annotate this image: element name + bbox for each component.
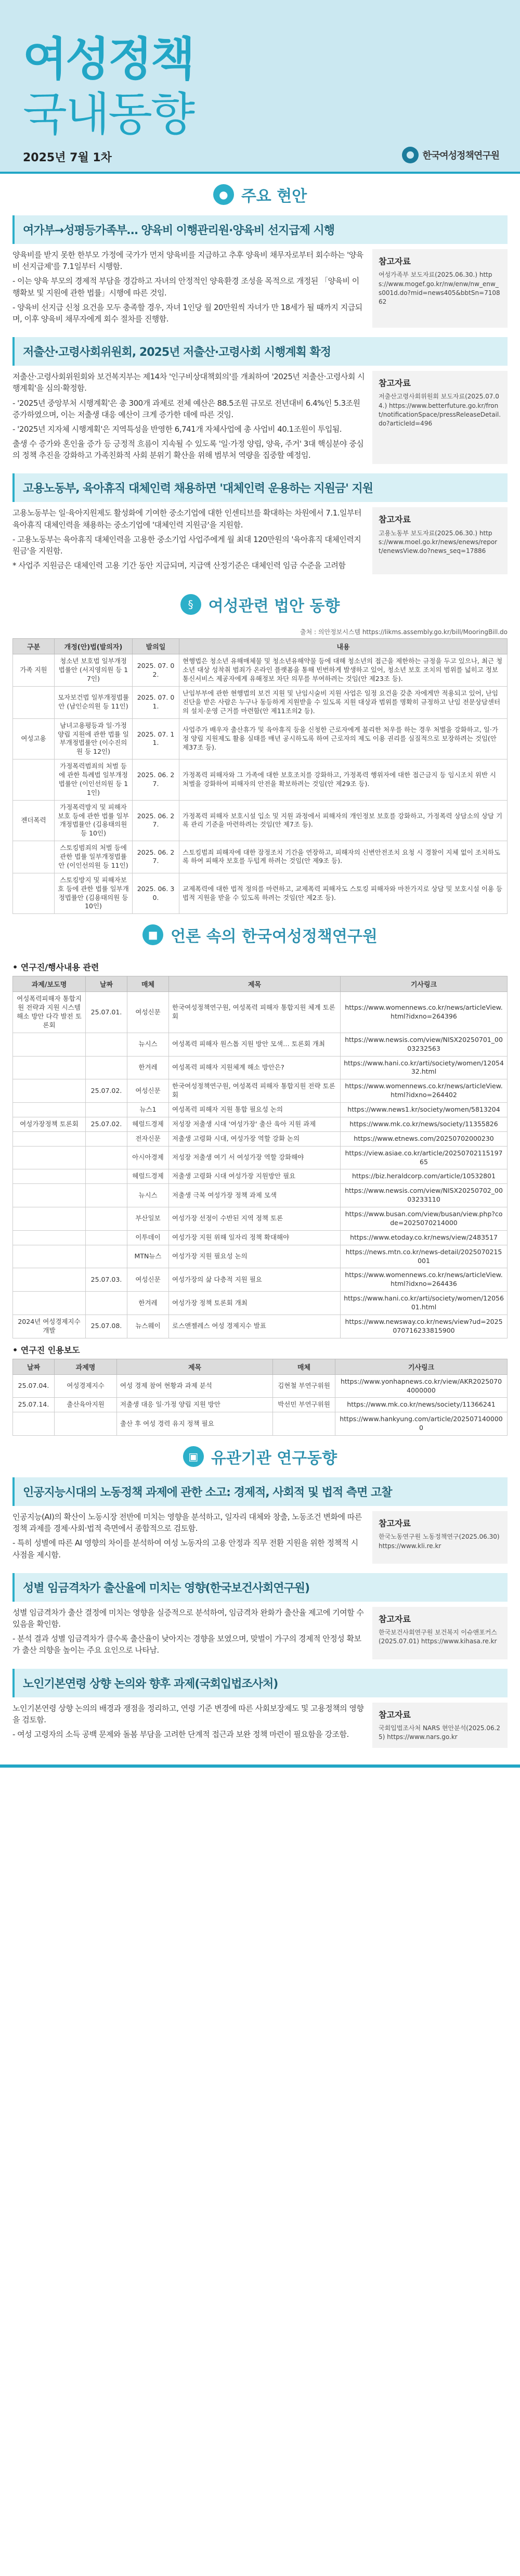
reference-title: 참고자료 (379, 514, 411, 525)
table-cell[interactable]: https://news.mtn.co.kr/news-detail/2025070215001 (341, 1245, 508, 1268)
news-paragraph: - 양육비 선지급 신청 요건을 모두 충족할 경우, 자녀 1인당 월 20만원씩 자녀가 만 18세가 될 때까지 지급되며, 이후 양육비 채무자에게 회수 절차를 진행함. (12, 302, 362, 324)
table-cell: 여성가장 지원 위해 일자리 정책 확대해야 (169, 1230, 341, 1245)
table-row (13, 759, 508, 801)
column-header: 발의일 (133, 639, 179, 654)
table-cell: 한국여성정책연구원, 여성폭력 피해자 통합지원 체계 토론회 (169, 992, 341, 1033)
table-cell: 여성폭력 피해자 지원 통합 필요성 논의 (169, 1103, 341, 1117)
table-cell: 박선민 부연구위원 (273, 1398, 335, 1412)
table-row (13, 1184, 508, 1207)
table-row (13, 800, 508, 841)
table-cell: 뉴시스 (127, 1033, 169, 1056)
section-header-issues (0, 174, 520, 215)
table-row (13, 1169, 508, 1184)
table-cell[interactable]: https://www.hani.co.kr/arti/society/women/1205601.html (341, 1292, 508, 1315)
news-title: 노인기본연령 상향 논의와 향후 과제(국회입법조사처) (12, 1669, 508, 1697)
news-row (12, 1697, 508, 1758)
news-row (12, 1506, 508, 1573)
table-row (13, 1079, 508, 1103)
table-cell (86, 1103, 127, 1117)
table-cell: 가정폭력방지 및 피해자보호 등에 관한 법률 일부개정법률안 (김용태의원 등 10인) (55, 800, 133, 841)
table-cell: 25.07.08. (86, 1315, 127, 1338)
table-cell[interactable]: https://www.mk.co.kr/news/society/11366241 (335, 1398, 508, 1412)
table-cell: 한겨레 (127, 1292, 169, 1315)
table-row (13, 718, 508, 759)
table-cell: 이투데이 (127, 1230, 169, 1245)
table-cell: 가정폭력범죄의 처벌 등에 관한 특례법 일부개정법률안 (이인선의원 등 11인) (55, 759, 133, 801)
table-cell: 2025. 07. 01. (133, 687, 179, 719)
table-row (13, 873, 508, 914)
table-cell (86, 1033, 127, 1056)
news-paragraph: 출생 수 증가와 혼인율 증가 등 긍정적 흐름이 지속될 수 있도록 '일·가정 양립, 양육, 주거' 3대 핵심분야 중심의 정책 추진을 강화하고 가족친화적 사회 분위기 확산을 위해 범부처 역량을 집중할 예정임. (12, 439, 364, 460)
table-cell (13, 1146, 86, 1169)
table-row (13, 1292, 508, 1315)
reference-link[interactable]: 여성가족부 보도자료(2025.06.30.) https://www.mogef.go.kr/nw/enw/nw_enw_s001d.do?mid=news405&bbtSn=710862 (379, 271, 500, 306)
news-body (12, 1607, 365, 1659)
table-cell: 2025. 07. 02. (133, 654, 179, 687)
news-paragraph: 성별 임금격차가 출산 결정에 미치는 영향을 실증적으로 분석하여, 임금격차 완화가 출산율 제고에 기여할 수 있음을 확인함. (12, 1607, 364, 1629)
news-paragraph: 양육비를 받지 못한 한부모 가정에 국가가 먼저 양육비를 지급하고 추후 양육비 채무자로부터 회수하는 '양육비 선지급제'를 7.1일부터 시행함. (12, 250, 363, 272)
news-paragraph: - 이는 양육 부모의 경제적 부담을 경감하고 자녀의 안정적인 양육환경 조성을 목적으로 개정된 「양육비 이행확보 및 지원에 관한 법률」시행에 따른 것임. (12, 276, 359, 298)
table-cell: 여성가장 정책 토론회 개최 (169, 1292, 341, 1315)
table-cell[interactable]: https://www.hankyung.com/article/2025071400000 (335, 1412, 508, 1436)
reference-link[interactable]: 고용노동부 보도자료(2025.06.30.) https://www.moel.go.kr/news/enews/report/enewsView.do?news_seq=17886 (379, 529, 498, 555)
table-cell (86, 1146, 127, 1169)
column-header: 매체 (273, 1359, 335, 1374)
news-row (12, 244, 508, 337)
footer-bar (0, 1764, 520, 1768)
table-cell: 여성폭력피해자 통합지원 전략과 지원 시스템 해소 방안 다각 발전 토론회 (13, 992, 86, 1033)
table-cell: 여성고용 (13, 718, 55, 759)
table-row (13, 1230, 508, 1245)
table-cell: 여성가장 지원 필요성 논의 (169, 1245, 341, 1268)
column-header: 개정(안)법(발의자) (55, 639, 133, 654)
news-row (12, 1602, 508, 1669)
org-logo (402, 147, 500, 163)
laws-source[interactable]: 출처 : 의안정보시스템 https://likms.assembly.go.kr/bill/MooringBill.do (300, 628, 508, 636)
table-cell (13, 759, 55, 801)
table-cell: 저출생 고령화 시대, 여성가장 역할 강화 논의 (169, 1131, 341, 1146)
table-cell: 뉴스1 (127, 1103, 169, 1117)
table-cell (13, 1033, 86, 1056)
column-header: 과제명 (55, 1359, 117, 1374)
table-cell (13, 1207, 86, 1231)
table-cell: 헤럴드경제 (127, 1169, 169, 1184)
column-header: 제목 (169, 976, 341, 992)
news-title: 저출산·고령사회위원회, 2025년 저출산·고령사회 시행계획 확정 (12, 337, 508, 366)
table-row (13, 1374, 508, 1398)
table-cell: 25.07.04. (13, 1374, 55, 1398)
table-cell (13, 1268, 86, 1292)
reference-box (372, 1607, 508, 1659)
table-row (13, 1056, 508, 1079)
table-row (13, 1103, 508, 1117)
news-paragraph: 인공지능(AI)의 확산이 노동시장 전반에 미치는 영향을 분석하고, 일자리 대체와 창출, 노동조건 변화에 따른 정책 과제를 경제·사회·법적 측면에서 종합적으로 검토함. (12, 1512, 362, 1534)
news-paragraph: - 분석 결과 성별 임금격차가 클수록 출산율이 낮아지는 경향을 보였으며, 맞벌이 가구의 경제적 안정성 확보가 출산 의향을 높이는 주요 요인으로 나타남. (12, 1634, 361, 1655)
news-row (12, 502, 508, 584)
news-row (12, 366, 508, 473)
table-cell[interactable]: https://www.etoday.co.kr/news/view/2483517 (341, 1230, 508, 1245)
table-cell: 가정폭력 피해자와 그 가족에 대한 보호조치를 강화하고, 가정폭력 행위자에 대한 접근금지 등 임시조치 위반 시 처벌을 강화하여 피해자의 안전을 확보하려는 것임(안 제29조 등). (179, 759, 508, 801)
column-header: 날짜 (13, 1359, 55, 1374)
table-row (13, 654, 508, 687)
table-cell: 여성신문 (127, 992, 169, 1033)
table-cell: 25.07.01. (86, 992, 127, 1033)
table-cell: 여성가장정책 토론회 (13, 1117, 86, 1131)
table-cell[interactable]: https://www.newsis.com/view/NISX20250701_0003232563 (341, 1033, 508, 1056)
laws-table (12, 638, 508, 914)
press-sub2: • 연구진 인용보도 (12, 1345, 80, 1355)
table-cell[interactable]: https://www.womennews.co.kr/news/articleView.html?idxno=264396 (341, 992, 508, 1033)
table-cell: 남녀고용평등과 일·가정 양립 지원에 관한 법률 일부개정법률안 (이수진의원 등 12인) (55, 718, 133, 759)
table-row (13, 1207, 508, 1231)
column-header: 기사링크 (341, 976, 508, 992)
table-cell: 헤럴드경제 (127, 1117, 169, 1131)
table-cell: 여성 경제 참여 현황과 과제 분석 (117, 1374, 273, 1398)
table-cell[interactable]: https://www.newsway.co.kr/news/view?ud=2025070716233815900 (341, 1315, 508, 1338)
table-cell: 저출생 대응 일·가정 양립 지원 방안 (117, 1398, 273, 1412)
section-title: 주요 현안 (241, 187, 307, 205)
table-cell: 현행법은 청소년 유해매체물 및 청소년유해약물 등에 대해 청소년의 접근을 제한하는 규정을 두고 있으나, 최근 청소년 대상 성착취 범죄가 온라인 플랫폼을 통해 빈번하게 발생하고 있어, 청소년 보호 조치의 범위를 넓히고 정보통신서비스 제공자에게 유해정보 차단 의무를 부여하려는 것임(안 제23조 등). (179, 654, 508, 687)
table-cell: 출산육아지원 (55, 1398, 117, 1412)
news-paragraph: - 고용노동부는 육아휴직 대체인력을 고용한 중소기업 사업주에게 월 최대 120만원의 '육아휴직 대체인력지원금'을 지원함. (12, 534, 361, 556)
title-line2: 국내동향 (23, 87, 194, 141)
table-cell[interactable]: https://www.hani.co.kr/arti/society/women/1205432.html (341, 1056, 508, 1079)
table-cell (273, 1412, 335, 1436)
citation-table (12, 1359, 508, 1436)
table-row (13, 1315, 508, 1338)
reference-link[interactable]: 저출산고령사회위원회 보도자료(2025.07.04.) https://www.betterfuture.go.kr/front/notificationSpace/pressReleaseDetail.do?articleId=496 (379, 393, 501, 428)
table-cell (13, 1292, 86, 1315)
logo-icon (402, 147, 419, 163)
column-header: 구분 (13, 639, 55, 654)
table-cell[interactable]: https://view.asiae.co.kr/article/2025070211519765 (341, 1146, 508, 1169)
table-cell: 스토킹범죄의 처벌 등에 관한 법률 일부개정법률안 (이인선의원 등 11인) (55, 841, 133, 873)
news-paragraph: - '2025년 지자체 시행계획'은 지역특성을 반영한 6,741개 자체사업에 총 사업비 40.1조원이 투입됨. (12, 424, 342, 434)
news-body (12, 371, 365, 464)
news-title: 인공지능시대의 노동정책 과제에 관한 소고: 경제적, 사회적 및 법적 측면 고찰 (12, 1477, 508, 1506)
table-cell: 한겨레 (127, 1056, 169, 1079)
reference-title: 참고자료 (379, 256, 411, 266)
table-cell (13, 1103, 86, 1117)
section-header-research (0, 1436, 520, 1477)
table-cell (86, 1184, 127, 1207)
table-cell: 젠더폭력 (13, 800, 55, 841)
news-paragraph: - '2025년 중앙부처 시행계획'은 총 300개 과제로 전체 예산은 88.5조원 규모로 전년대비 6.4%인 5.3조원 증가하였으며, 이는 저출생 대응 예산이 크게 증가한 데에 따른 것임. (12, 398, 360, 419)
news-paragraph: * 사업주 지원금은 대체인력 고용 기간 동안 지급되며, 지급액 산정기준은 대체인력 임금 수준을 고려함 (12, 561, 346, 571)
table-cell: 여성경제지수 (55, 1374, 117, 1398)
newsletter-header (0, 0, 520, 172)
table-cell (13, 1245, 86, 1268)
issue-label: 2025년 7월 1차 (23, 151, 112, 164)
table-cell (86, 1245, 127, 1268)
reference-link[interactable]: 국회입법조사처 NARS 현안분석(2025.06.25) https://www.nars.go.kr (379, 1724, 501, 1741)
table-cell[interactable]: https://www.news1.kr/society/women/5813204 (341, 1103, 508, 1117)
news-body (12, 1703, 365, 1748)
table-cell (13, 687, 55, 719)
table-cell (86, 1207, 127, 1231)
table-cell: 스토킹방지 및 피해자보호 등에 관한 법률 일부개정법률안 (김용태의원 등 10인) (55, 873, 133, 914)
section-header-laws (0, 584, 520, 625)
table-cell (13, 1412, 55, 1436)
table-cell[interactable]: https://www.newsis.com/view/NISX20250702_0003233110 (341, 1184, 508, 1207)
table-cell: 아시아경제 (127, 1146, 169, 1169)
news-paragraph: 고용노동부는 일·육아지원제도 활성화에 기여한 중소기업에 대한 인센티브를 확대하는 차원에서 7.1.일부터 육아휴직 대체인력을 채용하는 중소기업에 '대체인력 지원금'을 지원함. (12, 508, 361, 530)
pin-icon: ● (213, 184, 234, 205)
table-cell[interactable]: https://www.yonhapnews.co.kr/view/AKR20250704000000 (335, 1374, 508, 1398)
table-cell[interactable]: https://www.mk.co.kr/news/society/11355826 (341, 1117, 508, 1131)
book-icon: ▣ (183, 1446, 204, 1467)
reference-link[interactable]: 한국노동연구원 노동정책연구(2025.06.30) https://www.kli.re.kr (379, 1533, 500, 1550)
table-row (13, 1131, 508, 1146)
table-row (13, 1412, 508, 1436)
column-header: 제목 (117, 1359, 273, 1374)
table-cell: 저성장 저출생 여기 서 여성가장 역할 강화해야 (169, 1146, 341, 1169)
table-cell: 로스앤젤레스 여성 경제지수 발표 (169, 1315, 341, 1338)
table-cell: 뉴스웨이 (127, 1315, 169, 1338)
table-cell (55, 1412, 117, 1436)
section-title: 여성관련 법안 동향 (208, 597, 340, 616)
table-row (13, 1268, 508, 1292)
news-body (12, 249, 365, 328)
table-cell: 여성폭력 피해자 원스톱 지원 방안 모색… 토론회 개최 (169, 1033, 341, 1056)
table-cell: 가족 지원 (13, 654, 55, 687)
reference-title: 참고자료 (379, 1709, 411, 1720)
table-row (13, 687, 508, 719)
column-header: 기사링크 (335, 1359, 508, 1374)
table-row (13, 1245, 508, 1268)
section-header-press (0, 914, 520, 956)
table-cell[interactable]: https://www.etnews.com/20250702000230 (341, 1131, 508, 1146)
table-cell: 출산 후 여성 경력 유지 정책 필요 (117, 1412, 273, 1436)
table-cell: 부산일보 (127, 1207, 169, 1231)
press-sub1: • 연구진/행사내용 관련 (12, 962, 99, 973)
table-cell[interactable]: https://www.womennews.co.kr/news/articleView.html?idxno=264402 (341, 1079, 508, 1103)
table-cell: 2025. 07. 11. (133, 718, 179, 759)
table-cell (13, 1230, 86, 1245)
table-cell (86, 1169, 127, 1184)
table-cell: 난임부부에 관한 현행법의 보건 지원 및 난임시술비 지원 사업은 일정 요건을 갖춘 자에게만 적용되고 있어, 난임 진단을 받은 사람은 누구나 동등하게 지원받을 수 있도록 지원 대상과 범위를 명확히 규정하고 난임 전문상담센터의 설치·운영 근거를 마련함(안 제11조의2 등). (179, 687, 508, 719)
reference-box (372, 371, 508, 464)
news-title: 성별 임금격차가 출산율에 미치는 영향(한국보건사회연구원) (12, 1573, 508, 1602)
table-cell: 여성신문 (127, 1268, 169, 1292)
section-title: 유관기관 연구동향 (211, 1449, 337, 1467)
reference-title: 참고자료 (379, 378, 411, 389)
table-cell: 사업주가 배우자 출산휴가 및 육아휴직 등을 신청한 근로자에게 불리한 처우를 하는 경우 처벌을 강화하고, 일·가정 양립 지원제도 활용 실태를 매년 공시하도록 하여 근로자의 제도 이용 권리를 실질적으로 보장하려는 것임(안 제37조 등). (179, 718, 508, 759)
table-cell (13, 841, 55, 873)
reference-link[interactable]: 한국보건사회연구원 보건복지 이슈앤포커스(2025.07.01) https://www.kihasa.re.kr (379, 1628, 497, 1645)
table-cell: 여성신문 (127, 1079, 169, 1103)
news-paragraph: - 특히 성별에 따른 AI 영향의 차이를 분석하여 여성 노동자의 고용 안정과 직무 전환 지원을 위한 정책적 시사점을 제시함. (12, 1538, 358, 1560)
table-cell[interactable]: https://www.womennews.co.kr/news/articleView.html?idxno=264436 (341, 1268, 508, 1292)
newspaper-icon: ■ (142, 924, 163, 945)
news-paragraph: - 여성 고령자의 소득 공백 문제와 돌봄 부담을 고려한 단계적 접근과 보완 정책 마련이 필요함을 강조함. (12, 1729, 349, 1739)
table-cell: 가정폭력 피해자 보호시설 입소 및 지원 과정에서 피해자의 개인정보 보호를 강화하고, 가정폭력 상담소의 상담 기록 관리 기준을 마련하려는 것임(안 제7조 등). (179, 800, 508, 841)
column-header: 매체 (127, 976, 169, 992)
table-cell: 저성장 저출생 시대 '여성가장' 출산 육아 지원 과제 (169, 1117, 341, 1131)
table-cell: 스토킹범죄 피해자에 대한 잠정조치 기간을 연장하고, 피해자의 신변안전조치 요청 시 경찰이 지체 없이 조치하도록 하여 피해자 보호를 두텁게 하려는 것임(안 제9조 등). (179, 841, 508, 873)
press-table (12, 976, 508, 1338)
news-title: 여가부→성평등가족부… 양육비 이행관리원·양육비 선지급제 시행 (12, 215, 508, 244)
table-cell[interactable]: https://www.busan.com/view/busan/view.php?code=2025070214000 (341, 1207, 508, 1231)
reference-box (372, 249, 508, 328)
table-cell (13, 1131, 86, 1146)
table-cell (86, 1056, 127, 1079)
table-cell: 2024년 여성경제지수 개발 (13, 1315, 86, 1338)
table-cell: 여성폭력 피해자 지원체계 해소 방안은? (169, 1056, 341, 1079)
table-cell: 2025. 06. 27. (133, 841, 179, 873)
table-cell: 25.07.14. (13, 1398, 55, 1412)
column-header: 내용 (179, 639, 508, 654)
reference-box (372, 1703, 508, 1748)
table-cell: 모자보건법 일부개정법률안 (남인순의원 등 11인) (55, 687, 133, 719)
table-row (13, 1146, 508, 1169)
table-cell: 교제폭력에 대한 법적 정의를 마련하고, 교제폭력 피해자도 스토킹 피해자와 마찬가지로 상담 및 보호시설 이용 등 법적 지원을 받을 수 있도록 하려는 것임(안 제2조 등). (179, 873, 508, 914)
reference-box (372, 507, 508, 574)
news-body (12, 507, 365, 574)
news-paragraph: 노인기본연령 상향 논의의 배경과 쟁점을 정리하고, 연령 기준 변경에 따른 사회보장제도 및 고용정책의 영향을 검토함. (12, 1703, 364, 1724)
column-header: 날짜 (86, 976, 127, 992)
table-cell (86, 1292, 127, 1315)
table-cell: 25.07.02. (86, 1117, 127, 1131)
table-cell (13, 873, 55, 914)
table-cell: 저출생 고령화 시대 여성가장 지원방안 필요 (169, 1169, 341, 1184)
table-cell (13, 1169, 86, 1184)
table-cell: 25.07.03. (86, 1268, 127, 1292)
reference-title: 참고자료 (379, 1614, 411, 1624)
news-title: 고용노동부, 육아휴직 대체인력 채용하면 '대체인력 운용하는 지원금' 지원 (12, 473, 508, 502)
section-title: 언론 속의 한국여성정책연구원 (171, 928, 378, 946)
table-cell: 2025. 06. 27. (133, 800, 179, 841)
news-body (12, 1511, 365, 1564)
table-cell (13, 1184, 86, 1207)
table-row (13, 841, 508, 873)
news-paragraph: 저출산·고령사회위원회와 보건복지부는 제14차 '인구비상대책회의'를 개최하여 '2025년 저출산·고령사회 시행계획'을 심의·확정함. (12, 372, 365, 393)
table-row (13, 1117, 508, 1131)
table-row (13, 1033, 508, 1056)
reference-box (372, 1511, 508, 1564)
table-row (13, 992, 508, 1033)
table-cell: 2025. 06. 30. (133, 873, 179, 914)
table-cell (86, 1131, 127, 1146)
table-cell: 청소년 보호법 일부개정법률안 (서지영의원 등 17인) (55, 654, 133, 687)
table-cell (86, 1230, 127, 1245)
table-cell: 저출생 극복 여성가장 정책 과제 모색 (169, 1184, 341, 1207)
table-cell (13, 1079, 86, 1103)
table-cell: 25.07.02. (86, 1079, 127, 1103)
reference-title: 참고자료 (379, 1518, 411, 1528)
column-header: 과제/보도명 (13, 976, 86, 992)
table-cell: 전자신문 (127, 1131, 169, 1146)
table-row (13, 1398, 508, 1412)
table-cell: 뉴시스 (127, 1184, 169, 1207)
table-cell[interactable]: https://biz.heraldcorp.com/article/10532801 (341, 1169, 508, 1184)
table-cell: MTN뉴스 (127, 1245, 169, 1268)
table-cell (13, 1056, 86, 1079)
table-cell: 여성가장의 삶 다층적 지원 필요 (169, 1268, 341, 1292)
table-cell: 여성가장 선정이 수반된 지역 정책 토론 (169, 1207, 341, 1231)
gavel-icon: § (180, 594, 201, 615)
table-cell: 한국여성정책연구원, 여성폭력 피해자 통합지원 전략 토론회 (169, 1079, 341, 1103)
table-cell: 2025. 06. 27. (133, 759, 179, 801)
org-name: 한국여성정책연구원 (422, 150, 499, 161)
table-cell: 김현철 부연구위원 (273, 1374, 335, 1398)
title-line1: 여성정책 (23, 32, 194, 86)
